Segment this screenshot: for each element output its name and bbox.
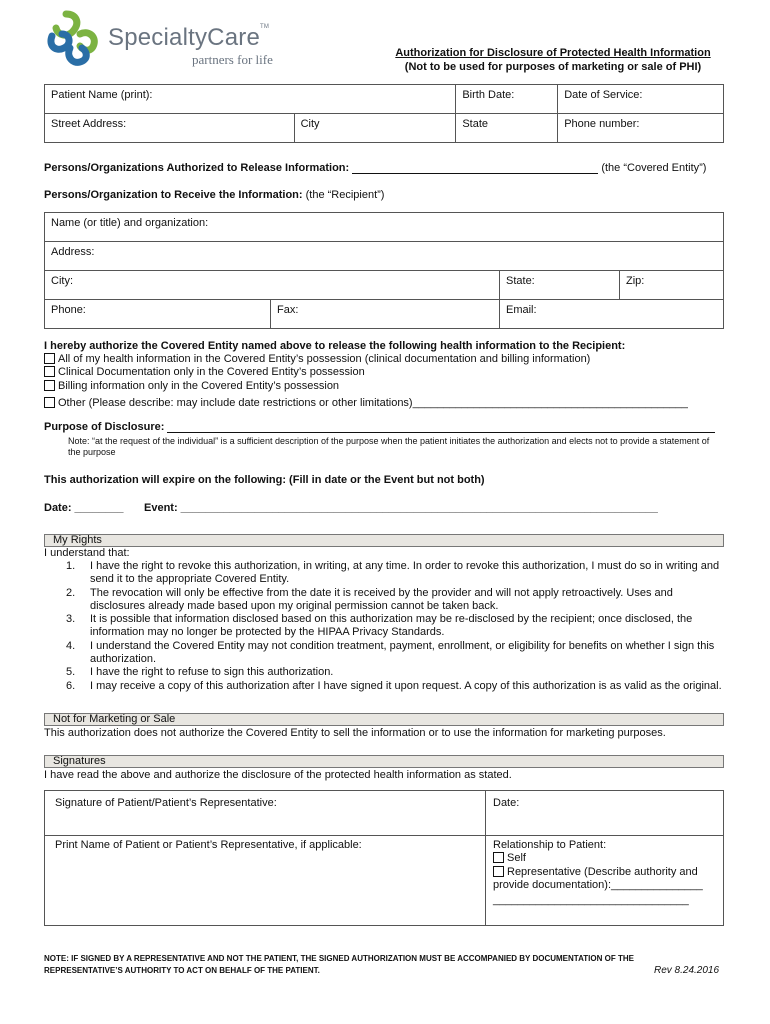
footer-note-line1: NOTE: IF SIGNED BY A REPRESENTATIVE AND NOT THE PATIENT, THE SIGNED AUTHORIZATION MUST BE ACCOMPANIED BY DOCUMENTATION OF THE (44, 954, 634, 963)
option-other-label: Other (Please describe: may include date restrictions or other limitations)_____________________________________________ (58, 396, 688, 409)
signature-box (44, 790, 724, 926)
signatures-text: I have read the above and authorize the disclosure of the protected health information as stated. (44, 769, 512, 781)
date-of-service-field[interactable] (558, 85, 724, 114)
recipient-email-field[interactable] (500, 300, 724, 329)
print-name-label: Print Name of Patient or Patient’s Representative, if applicable: (55, 839, 362, 851)
purpose-note: Note: “at the request of the individual” is a sufficient description of the purpose when the patient initiates the authorization and elects not to provide a statement of the purpose (68, 436, 710, 457)
recipient-address-field[interactable] (45, 242, 724, 271)
option-all-label: All of my health information in the Covered Entity’s possession (clinical documentation and billing information) (58, 353, 591, 365)
signature-divider (485, 791, 486, 925)
recipient-name-label: Name (or title) and organization: (51, 217, 209, 229)
relationship-block (493, 839, 719, 907)
patient-state-label: State (462, 118, 489, 130)
recipient-fax-field[interactable] (271, 300, 500, 329)
purpose-input[interactable] (167, 422, 715, 433)
form-title (388, 46, 718, 74)
self-checkbox[interactable] (493, 852, 504, 863)
option-other-checkbox[interactable] (44, 397, 55, 408)
patient-state-field[interactable] (456, 114, 558, 143)
rights-list (44, 560, 724, 693)
form-title-line2: (Not to be used for purposes of marketing or sale of PHI) (404, 61, 702, 73)
expire-event-field[interactable]: Event: ______________________________________________________________________________ (144, 502, 658, 514)
recipient-city-field[interactable] (45, 271, 500, 300)
covered-entity-suffix: (the “Covered Entity”) (601, 162, 707, 174)
release-line (44, 162, 734, 174)
self-label: Self (507, 852, 526, 865)
recipient-city-label: City: (51, 275, 73, 287)
recipient-zip-label: Zip: (626, 275, 645, 287)
option-all-info[interactable] (44, 353, 744, 366)
expire-heading: This authorization will expire on the following: (Fill in date or the Event but not both) (44, 474, 485, 486)
rights-item: 2. The revocation will only be effective from the date it is received by the provider and will not apply retroactively. Uses and disclosures already made based upon my original permission cannot be taken back. (66, 586, 673, 612)
recipient-name-field[interactable] (45, 213, 724, 242)
option-billing-label: Billing information only in the Covered Entity’s possession (58, 379, 340, 392)
street-address-field[interactable] (45, 114, 295, 143)
relationship-representative[interactable] (493, 866, 719, 893)
print-name-field[interactable] (55, 839, 475, 919)
patient-phone-field[interactable] (558, 114, 724, 143)
signature-date-label: Date: (493, 797, 520, 809)
receive-line (44, 189, 384, 201)
street-address-label: Street Address: (51, 118, 127, 130)
patient-name-field[interactable] (45, 85, 456, 114)
recipient-fax-label: Fax: (277, 304, 299, 316)
option-billing-checkbox[interactable] (44, 380, 55, 391)
signatures-header: Signatures (44, 755, 724, 768)
form-title-line1: Authorization for Disclosure of Protected Health Information (395, 47, 711, 59)
marketing-header: Not for Marketing or Sale (44, 713, 724, 726)
rights-item: 6. I may receive a copy of this authorization after I have signed it upon request. A copy of this authorization is as valid as the original. (66, 679, 722, 692)
recipient-email-label: Email: (506, 304, 537, 316)
option-billing[interactable] (44, 380, 744, 393)
patient-name-label: Patient Name (print): (51, 89, 153, 101)
date-of-service-label: Date of Service: (564, 89, 643, 101)
signature-label: Signature of Patient/Patient’s Representative: (55, 797, 277, 809)
purpose-line (44, 421, 724, 433)
recipient-state-field[interactable] (500, 271, 620, 300)
option-clinical-checkbox[interactable] (44, 366, 55, 377)
logo-wordmark: SpecialtyCare™ (108, 24, 270, 51)
logo-tagline: partners for life (192, 52, 273, 67)
recipient-zip-field[interactable] (620, 271, 724, 300)
rights-item: 3. It is possible that information disclosed based on this authorization may be re-disclosed by the recipient; once disclosed, the information may no longer be protected by the HIPAA Privacy Standards. (66, 613, 693, 639)
representative-checkbox[interactable] (493, 866, 504, 877)
patient-info-table (44, 84, 724, 143)
birth-date-field[interactable] (456, 85, 558, 114)
receive-label: Persons/Organization to Receive the Information: (44, 189, 303, 201)
release-label: Persons/Organizations Authorized to Release Information: (44, 162, 350, 174)
recipient-suffix: (the “Recipient”) (305, 189, 385, 201)
signature-date-field[interactable] (493, 797, 717, 833)
patient-phone-label: Phone number: (564, 118, 640, 130)
recipient-info-table (44, 212, 724, 329)
option-clinical[interactable] (44, 366, 744, 379)
rights-item: 1. I have the right to revoke this authorization, in writing, at any time. In order to revoke this authorization, I must do so in writing and send it to the appropriate Covered Entity. (66, 560, 720, 586)
option-other[interactable] (44, 397, 744, 410)
covered-entity-input[interactable] (352, 163, 598, 174)
option-all-checkbox[interactable] (44, 353, 55, 364)
authorize-heading: I hereby authorize the Covered Entity named above to release the following health information to the Recipient: (44, 340, 626, 352)
recipient-phone-field[interactable] (45, 300, 271, 329)
recipient-phone-label: Phone: (51, 304, 86, 316)
revision-date: Rev 8.24.2016 (654, 965, 720, 976)
rights-item: 4. I understand the Covered Entity may not condition treatment, payment, enrollment, or eligibility for benefits on whether I sign this authorization. (66, 639, 715, 666)
signature-field[interactable] (55, 797, 475, 833)
patient-city-field[interactable] (294, 114, 456, 143)
recipient-address-label: Address: (51, 246, 95, 258)
specialtycare-logo (44, 8, 284, 70)
marketing-text: This authorization does not authorize the Covered Entity to sell the information or to use the information for marketing purposes. (44, 727, 666, 739)
representative-line[interactable]: ________________________________ (493, 894, 689, 907)
expire-date-field[interactable]: Date: ________ (44, 502, 124, 514)
relationship-self[interactable] (493, 852, 719, 865)
rights-intro: I understand that: (44, 547, 130, 559)
representative-label: Representative (Describe authority and provide documentation):_______________ (493, 865, 703, 891)
logo-knot-icon (44, 8, 104, 70)
footer-note-line2: REPRESENTATIVE’S AUTHORITY TO ACT ON BEHALF OF THE PATIENT. (44, 966, 320, 975)
signature-row-divider (45, 835, 723, 836)
recipient-state-label: State: (506, 275, 535, 287)
patient-city-label: City (300, 118, 320, 130)
authorize-options (44, 353, 744, 410)
rights-item: 5. I have the right to refuse to sign this authorization. (66, 666, 334, 679)
relationship-label: Relationship to Patient: (493, 839, 607, 851)
my-rights-header: My Rights (44, 534, 724, 547)
purpose-label: Purpose of Disclosure: (44, 421, 165, 433)
option-clinical-label: Clinical Documentation only in the Covered Entity’s possession (58, 366, 365, 379)
birth-date-label: Birth Date: (462, 89, 515, 101)
